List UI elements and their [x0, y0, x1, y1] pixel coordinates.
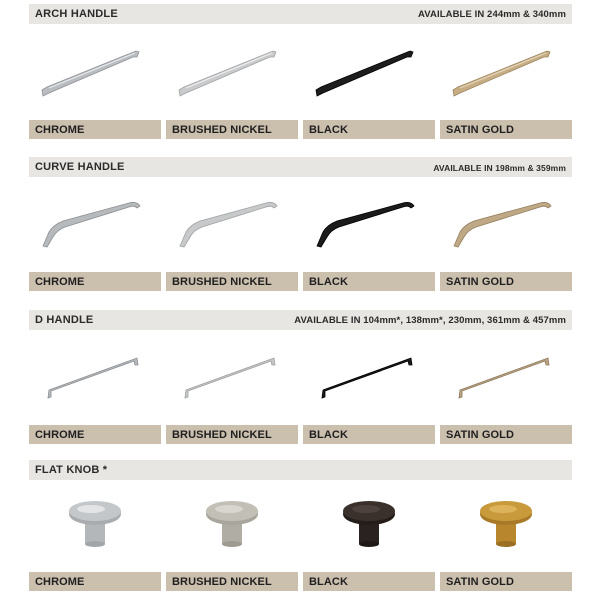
d-handle-icon: [29, 330, 161, 426]
section-flat-knob: [29, 460, 572, 596]
finish-label: BLACK: [303, 272, 435, 291]
curve-handle-icon: [29, 177, 161, 273]
finish-label: BRUSHED NICKEL: [166, 572, 298, 591]
arch-handle-icon: [166, 24, 298, 120]
finish-label: CHROME: [29, 272, 161, 291]
finish-label: CHROME: [29, 425, 161, 444]
finish-label: BRUSHED NICKEL: [166, 120, 298, 139]
section-title: FLAT KNOB *: [35, 464, 108, 476]
section-d-handle: [29, 310, 572, 446]
finish-label: BLACK: [303, 572, 435, 591]
section-title: D HANDLE: [35, 314, 94, 326]
arch-handle-icon: [440, 24, 572, 120]
section-header: [29, 4, 572, 24]
finish-label: SATIN GOLD: [440, 120, 572, 139]
finish-label: CHROME: [29, 120, 161, 139]
arch-handle-icon: [303, 24, 435, 120]
section-title: CURVE HANDLE: [35, 161, 125, 173]
finish-label: BLACK: [303, 120, 435, 139]
flat-knob-icon: [440, 480, 572, 572]
d-handle-icon: [440, 330, 572, 426]
finish-label: BRUSHED NICKEL: [166, 425, 298, 444]
section-curve-handle: [29, 157, 572, 293]
section-header: [29, 460, 572, 480]
finish-label: BLACK: [303, 425, 435, 444]
availability-text: AVAILABLE IN 244mm & 340mm: [418, 9, 566, 20]
arch-handle-icon: [29, 24, 161, 120]
d-handle-icon: [303, 330, 435, 426]
curve-handle-icon: [440, 177, 572, 273]
section-header: [29, 157, 572, 177]
curve-handle-icon: [303, 177, 435, 273]
curve-handle-icon: [166, 177, 298, 273]
flat-knob-icon: [29, 480, 161, 572]
section-title: ARCH HANDLE: [35, 8, 118, 20]
finish-label: SATIN GOLD: [440, 425, 572, 444]
availability-text: AVAILABLE IN 198mm & 359mm: [433, 163, 566, 173]
finish-label: BRUSHED NICKEL: [166, 272, 298, 291]
d-handle-icon: [166, 330, 298, 426]
finish-label: SATIN GOLD: [440, 272, 572, 291]
finish-label: SATIN GOLD: [440, 572, 572, 591]
finish-label: CHROME: [29, 572, 161, 591]
section-arch-handle: [29, 4, 572, 140]
flat-knob-icon: [166, 480, 298, 572]
availability-text: AVAILABLE IN 104mm*, 138mm*, 230mm, 361mm & 457mm: [294, 315, 566, 326]
flat-knob-icon: [303, 480, 435, 572]
section-header: [29, 310, 572, 330]
